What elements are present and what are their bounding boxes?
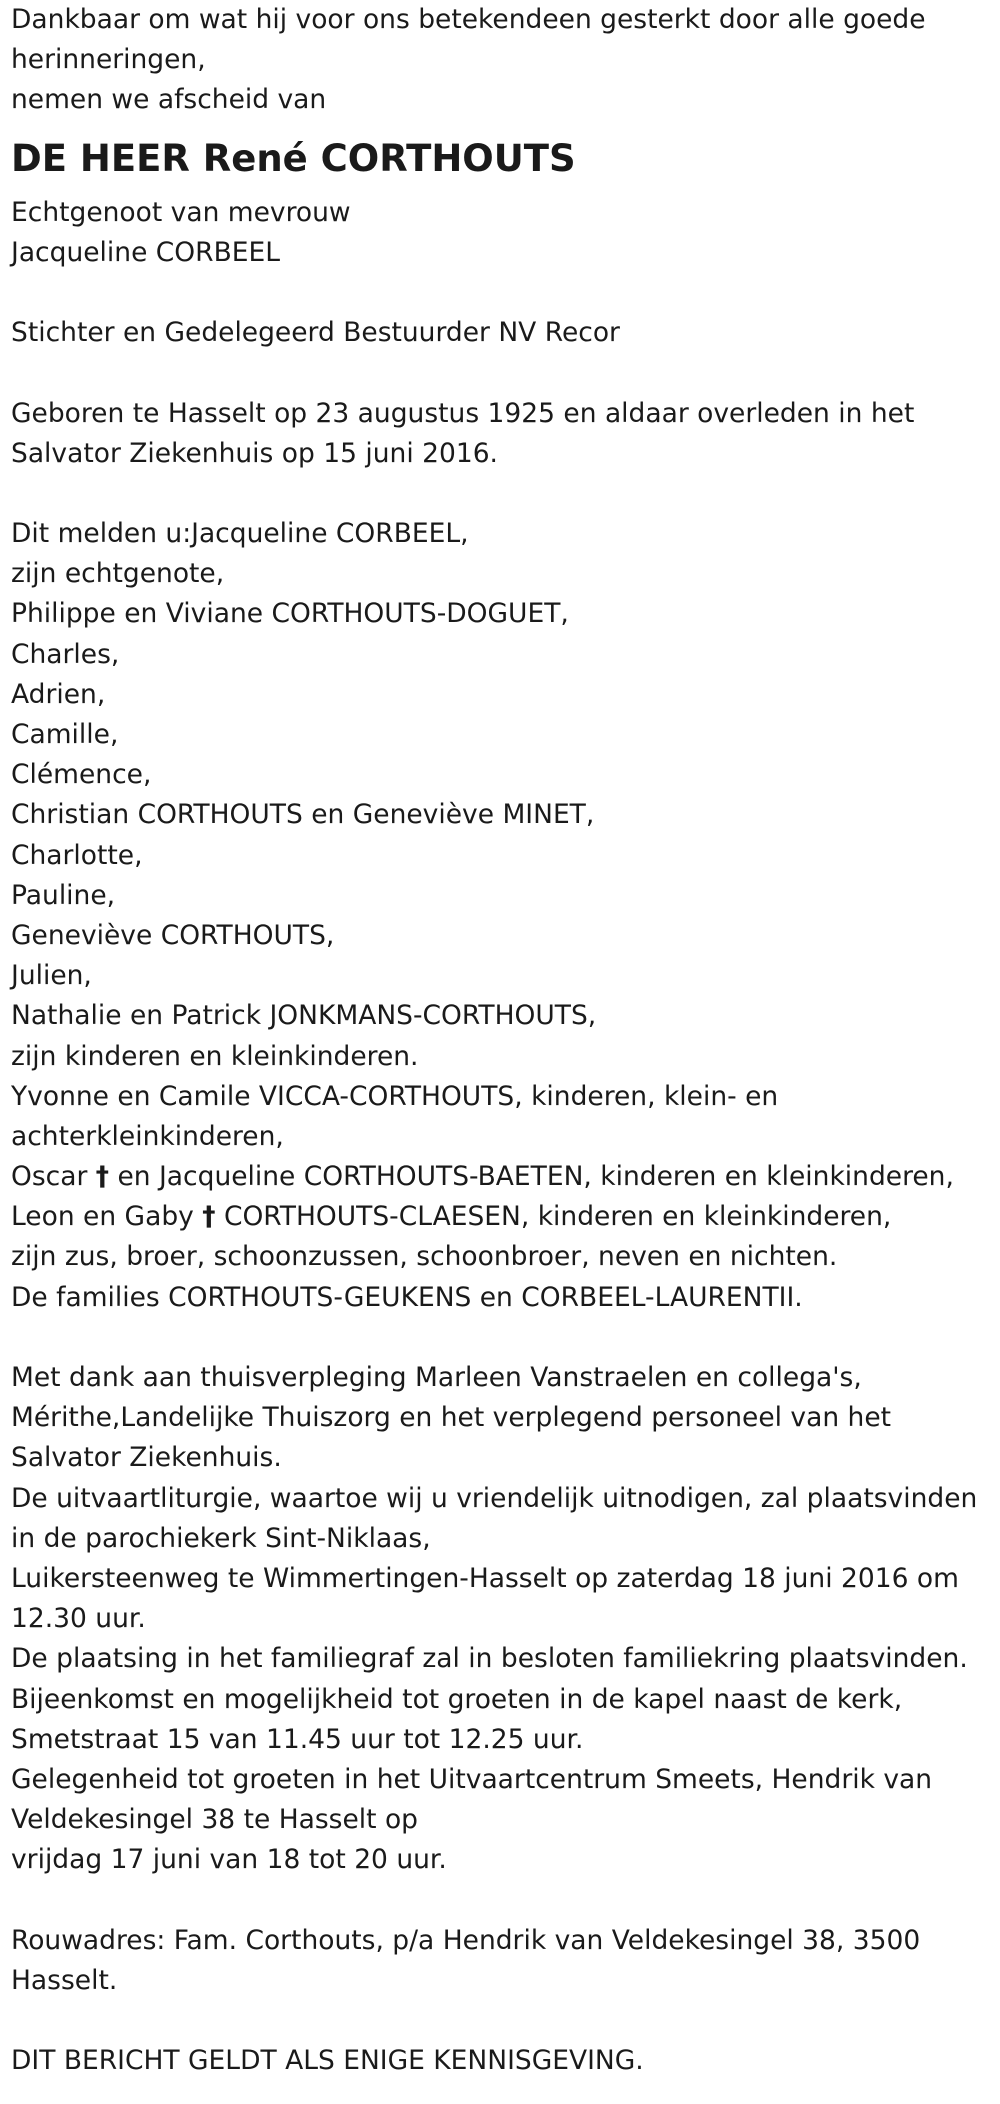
family-line: Pauline, xyxy=(11,879,116,911)
spacer xyxy=(11,1880,996,1920)
family-line: De families CORTHOUTS-GEUKENS en CORBEEL-LAURENTII. xyxy=(11,1281,803,1313)
obituary-document xyxy=(11,0,996,2081)
spacer xyxy=(11,474,996,514)
funeral-line: in de parochiekerk Sint-Niklaas, xyxy=(11,1522,431,1554)
family-line: Geneviève CORTHOUTS, xyxy=(11,919,335,951)
spouse-line: Echtgenoot van mevrouw xyxy=(11,196,351,228)
family-text: Leon en Gaby xyxy=(11,1201,203,1233)
funeral-line: De plaatsing in het familiegraf zal in besloten familiekring plaatsvinden. xyxy=(11,1643,968,1675)
birth-line: Geboren te Hasselt op 23 augustus 1925 en aldaar overleden in het xyxy=(11,397,915,429)
funeral-line: Veldekesingel 38 te Hasselt op xyxy=(11,1804,418,1836)
family-line: achterkleinkinderen, xyxy=(11,1120,284,1152)
funeral-line: vrijdag 17 juni van 18 tot 20 uur. xyxy=(11,1844,447,1876)
funeral-line: Met dank aan thuisverpleging Marleen Vanstraelen en collega's, xyxy=(11,1362,862,1393)
family-text: Oscar xyxy=(11,1161,96,1193)
funeral-line: Salvator Ziekenhuis. xyxy=(11,1442,282,1474)
family-line: Nathalie en Patrick JONKMANS-CORTHOUTS, xyxy=(11,1000,597,1032)
address-line: Hasselt. xyxy=(11,1964,118,1996)
funeral-line: Gelegenheid tot groeten in het Uitvaartcentrum Smeets, Hendrik van xyxy=(11,1763,933,1795)
cross-icon: † xyxy=(95,1161,110,1193)
family-line: Charles, xyxy=(11,638,120,670)
family-line-oscar xyxy=(11,1157,996,1197)
birth-line: Salvator Ziekenhuis op 15 juni 2016. xyxy=(11,437,498,469)
family-line: zijn echtgenote, xyxy=(11,558,225,590)
spouse-line: Jacqueline CORBEEL xyxy=(11,236,280,268)
funeral-line: 12.30 uur. xyxy=(11,1603,146,1635)
family-line: Dit melden u:Jacqueline CORBEEL, xyxy=(11,518,469,550)
role-line: Stichter en Gedelegeerd Bestuurder NV Recor xyxy=(11,317,620,349)
family-line: Christian CORTHOUTS en Geneviève MINET, xyxy=(11,799,595,831)
family-text: CORTHOUTS-CLAESEN, kinderen en kleinkinderen, xyxy=(215,1201,892,1233)
birth-section xyxy=(11,394,996,474)
family-line: zijn kinderen en kleinkinderen. xyxy=(11,1040,419,1072)
deceased-name-heading: DE HEER René CORTHOUTS xyxy=(11,136,576,180)
family-text: en Jacqueline CORTHOUTS-BAETEN, kinderen en kleinkinderen, xyxy=(109,1161,954,1193)
spacer xyxy=(11,2001,996,2041)
intro-line: Dankbaar om wat hij voor ons betekendeen gesterkt door alle goede xyxy=(11,4,926,35)
family-line: Julien, xyxy=(11,960,92,992)
intro-line: herinneringen, xyxy=(11,44,206,76)
family-line: Adrien, xyxy=(11,678,106,710)
funeral-line: Bijeenkomst en mogelijkheid tot groeten in de kapel naast de kerk, xyxy=(11,1683,903,1715)
funeral-line: Luikersteenweg te Wimmertingen-Hasselt op zaterdag 18 juni 2016 om xyxy=(11,1562,959,1594)
intro-section xyxy=(11,0,996,121)
family-line: Charlotte, xyxy=(11,839,143,871)
family-line-leon xyxy=(11,1197,996,1237)
family-line: Yvonne en Camile VICCA-CORTHOUTS, kinderen, klein- en xyxy=(11,1080,779,1112)
spouse-section xyxy=(11,193,996,273)
address-section xyxy=(11,1921,996,2001)
funeral-section xyxy=(11,1358,996,1880)
family-line: Clémence, xyxy=(11,759,152,791)
cross-icon: † xyxy=(202,1201,216,1233)
funeral-line: De uitvaartliturgie, waartoe wij u vriendelijk uitnodigen, zal plaatsvinden xyxy=(11,1482,978,1514)
family-line: Philippe en Viviane CORTHOUTS-DOGUET, xyxy=(11,598,569,630)
funeral-line: Mérithe,Landelijke Thuiszorg en het verplegend personeel van het xyxy=(11,1402,892,1434)
family-line: Camille, xyxy=(11,719,119,750)
intro-line: nemen we afscheid van xyxy=(11,84,327,116)
funeral-line: Smetstraat 15 van 11.45 uur tot 12.25 uur. xyxy=(11,1723,584,1755)
family-line: zijn zus, broer, schoonzussen, schoonbroer, neven en nichten. xyxy=(11,1241,838,1273)
spacer xyxy=(11,353,996,393)
family-section xyxy=(11,514,996,1318)
address-line: Rouwadres: Fam. Corthouts, p/a Hendrik van Veldekesingel 38, 3500 xyxy=(11,1924,921,1956)
closing-notice: DIT BERICHT GELDT ALS ENIGE KENNISGEVING. xyxy=(11,2045,644,2077)
spacer xyxy=(11,1318,996,1358)
spacer xyxy=(11,273,996,313)
